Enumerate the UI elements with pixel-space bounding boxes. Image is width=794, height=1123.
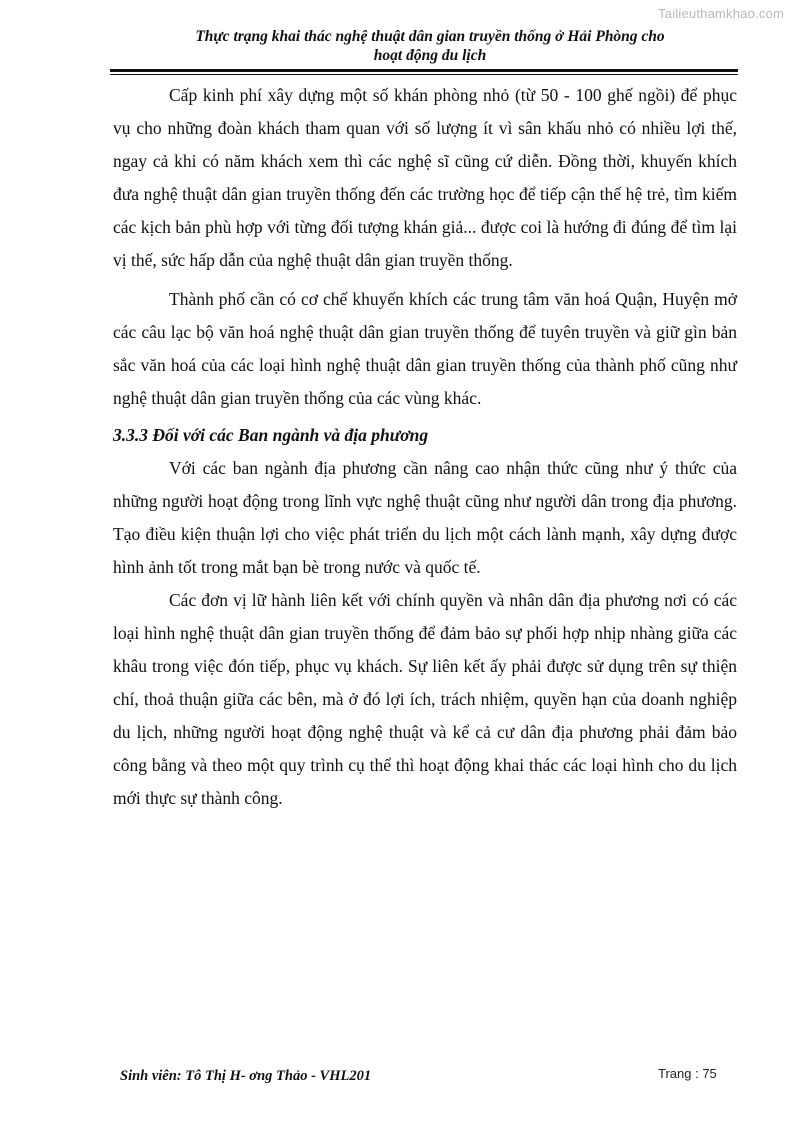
header-rule-thin (110, 74, 738, 75)
paragraph-2: Thành phố cần có cơ chế khuyến khích các trung tâm văn hoá Quận, Huyện mở các câu lạc bộ văn hoá nghệ thuật dân gian truyền thống để tuyên truyền và giữ gìn bản sắc văn hoá của các loại hình nghệ thuật dân gian truyền thống của thành phố cũng như nghệ thuật dân gian truyền thống của các vùng khác. (113, 289, 737, 408)
header-rule-thick (110, 69, 738, 72)
running-header (120, 27, 740, 65)
paragraph-4: Các đơn vị lữ hành liên kết với chính quyền và nhân dân địa phương nơi có các loại hình nghệ thuật dân gian truyền thống để đảm bảo sự phối hợp nhịp nhàng giữa các khâu trong việc đón tiếp, phục vụ khách. Sự liên kết ấy phải được sử dụng trên sự thiện chí, thoả thuận giữa các bên, mà ở đó lợi ích, trách nhiệm, quyền hạn của doanh nghiệp du lịch, những người hoạt động nghệ thuật và kể cả cư dân địa phương phải đảm bảo công bằng và theo một quy trình cụ thể thì hoạt động khai thác các loại hình cho du lịch mới thực sự thành công. (113, 590, 737, 808)
watermark: Tailieuthamkhao.com (658, 6, 784, 21)
footer-page-number: Trang : 75 (658, 1066, 717, 1081)
page-body (113, 79, 737, 815)
header-line-2: hoạt động du lịch (373, 47, 487, 64)
paragraph-3: Với các ban ngành địa phương cần nâng cao nhận thức cũng như ý thức của những người hoạt động trong lĩnh vực nghệ thuật cũng như người dân trong địa phương. Tạo điều kiện thuận lợi cho việc phát triển du lịch một cách lành mạnh, xây dựng được hình ảnh tốt trong mắt bạn bè trong nước và quốc tế. (113, 458, 737, 577)
footer-student-name: Sinh viên: Tô Thị H- ơng Thảo - VHL201 (120, 1068, 372, 1084)
paragraph-1: Cấp kinh phí xây dựng một số khán phòng nhỏ (từ 50 - 100 ghế ngồi) để phục vụ cho những đoàn khách tham quan với số lượng ít vì sân khấu nhỏ có nhiều lợi thế, ngay cả khi có năm khách xem thì các nghệ sĩ cũng cứ diễn. Đồng thời, khuyến khích đưa nghệ thuật dân gian truyền thống đến các trường học để tiếp cận thế hệ trẻ, tìm kiếm các kịch bản phù hợp với từng đối tượng khán giả... được coi là hướng đi đúng để tìm lại vị thế, sức hấp dẫn của nghệ thuật dân gian truyền thống. (113, 85, 737, 270)
section-heading: 3.3.3 Đối với các Ban ngành và địa phương (113, 425, 429, 445)
header-line-1: Thực trạng khai thác nghệ thuật dân gian truyền thống ở Hải Phòng cho (195, 28, 665, 45)
